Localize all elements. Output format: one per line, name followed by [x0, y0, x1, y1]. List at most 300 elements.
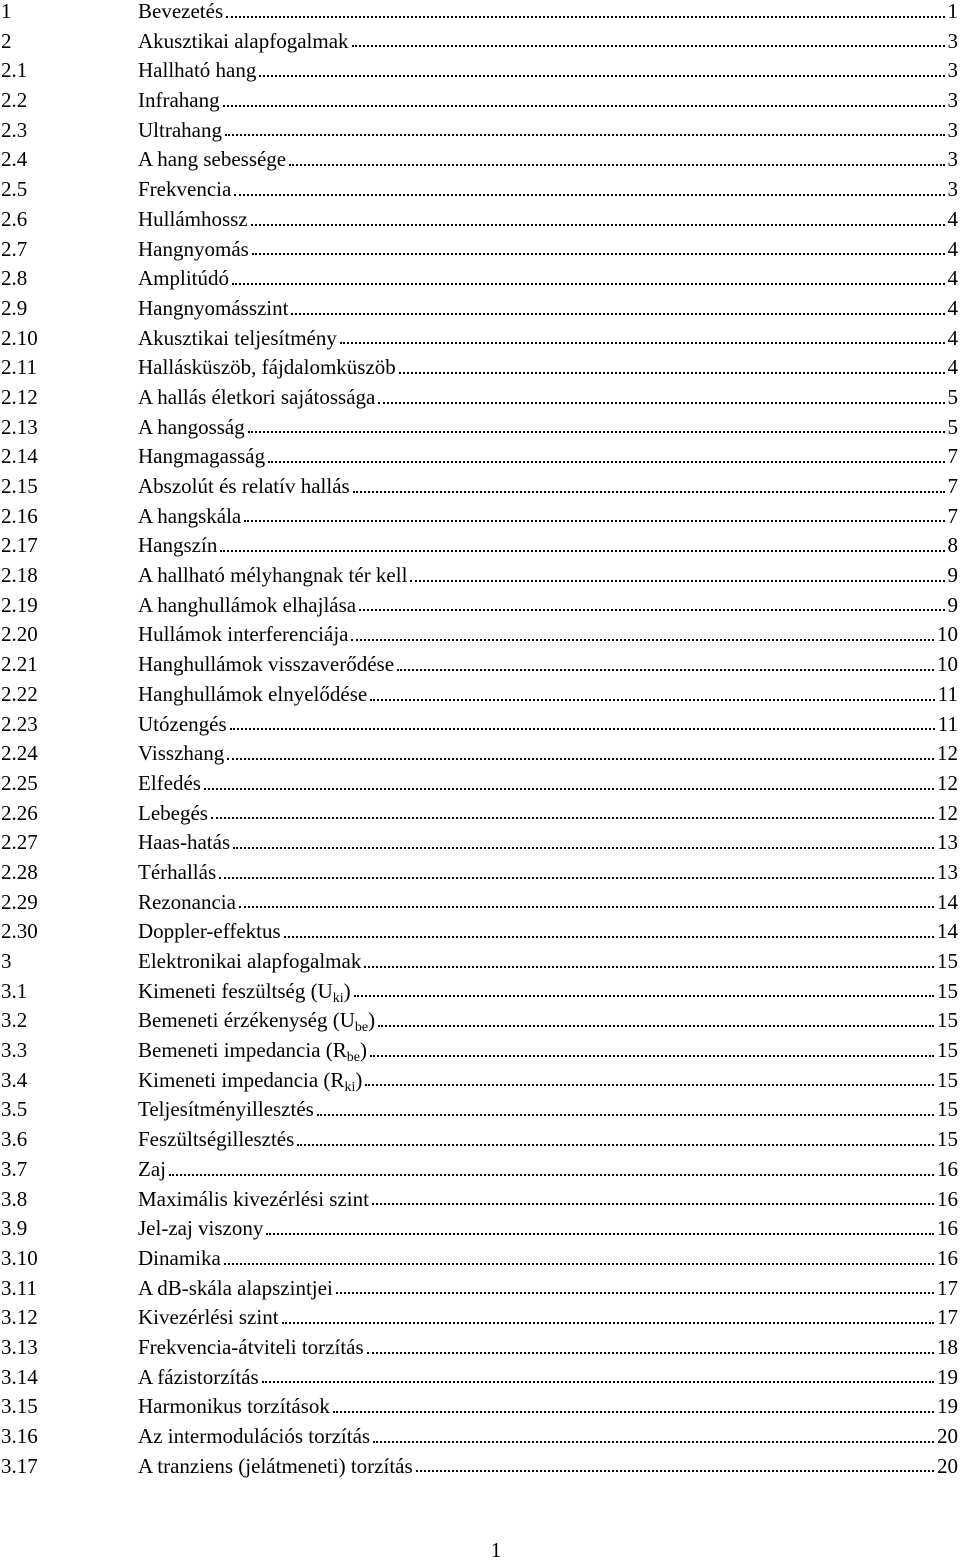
toc-entry[interactable]: [0, 1452, 960, 1482]
toc-entry-title-text: Hangmagasság: [138, 444, 265, 468]
toc-entry-title-text: Kivezérlési szint: [138, 1305, 279, 1329]
toc-entry-title-text: Az intermodulációs torzítás: [138, 1424, 370, 1448]
toc-entry-title: [138, 1006, 375, 1036]
toc-leader-dots: [268, 461, 944, 463]
toc-entry-page: 4: [948, 205, 960, 235]
toc-leader-dots: [372, 1203, 934, 1205]
toc-entry-title-text: Elfedés: [138, 771, 201, 795]
toc-leader-dots: [317, 1114, 934, 1116]
toc-entry-number: 3.17: [0, 1452, 138, 1482]
toc-entry[interactable]: [0, 799, 960, 829]
toc-entry[interactable]: [0, 442, 960, 472]
toc-entry-page: 20: [937, 1452, 960, 1482]
toc-entry-title: [138, 442, 265, 472]
toc-entry-number: 2.20: [0, 620, 138, 650]
toc-entry-title: [138, 1452, 413, 1482]
toc-entry-title-text: Abszolút és relatív hallás: [138, 474, 350, 498]
toc-entry-title-text: Amplitúdó: [138, 266, 229, 290]
toc-entry[interactable]: [0, 1392, 960, 1422]
toc-entry-page: 3: [948, 145, 960, 175]
toc-entry-title-text: Jel-zaj viszony: [138, 1216, 263, 1240]
toc-entry-title-text: Hangnyomásszint: [138, 296, 288, 320]
toc-entry-page: 4: [948, 353, 960, 383]
toc-leader-dots: [340, 342, 945, 344]
toc-entry-title-text: A hangosság: [138, 415, 245, 439]
toc-entry-title-text: Kimeneti impedancia (R: [138, 1068, 344, 1092]
toc-entry-page: 12: [937, 799, 960, 829]
toc-entry-title: [138, 1333, 364, 1363]
toc-entry-page: 3: [948, 116, 960, 146]
toc-entry-title-text: A hanghullámok elhajlása: [138, 593, 356, 617]
toc-entry[interactable]: [0, 947, 960, 977]
toc-entry-number: 2.27: [0, 828, 138, 858]
toc-entry[interactable]: [0, 680, 960, 710]
toc-entry-number: 2.1: [0, 56, 138, 86]
toc-leader-dots: [244, 520, 944, 522]
toc-entry-page: 8: [948, 531, 960, 561]
toc-entry-title: [138, 205, 248, 235]
toc-entry-title-text: Hangszín: [138, 533, 217, 557]
toc-entry-page: 3: [948, 27, 960, 57]
toc-entry-number: 2.9: [0, 294, 138, 324]
toc-leader-dots: [233, 847, 934, 849]
toc-entry-title: [138, 1125, 294, 1155]
toc-entry-title-text: Hanghullámok elnyelődése: [138, 682, 367, 706]
toc-entry-title: [138, 739, 224, 769]
toc-entry-title-text: Doppler-effektus: [138, 919, 281, 943]
toc-entry-title-text: Zaj: [138, 1157, 166, 1181]
toc-entry-page: 16: [937, 1244, 960, 1274]
toc-entry-subscript: ki: [333, 991, 344, 1006]
toc-leader-dots: [353, 491, 945, 493]
toc-entry-page: 14: [937, 917, 960, 947]
toc-entry[interactable]: [0, 1303, 960, 1333]
toc-entry[interactable]: [0, 531, 960, 561]
toc-entry[interactable]: [0, 1244, 960, 1274]
toc-entry[interactable]: [0, 502, 960, 532]
toc-entry-subscript: be: [347, 1050, 360, 1065]
toc-entry[interactable]: [0, 1214, 960, 1244]
toc-entry-title-text: A hallható mélyhangnak tér kell: [138, 563, 407, 587]
toc-leader-dots: [336, 1292, 934, 1294]
toc-entry[interactable]: [0, 977, 960, 1007]
toc-entry-number: 1: [0, 0, 138, 27]
toc-entry-title-text: Feszültségillesztés: [138, 1127, 294, 1151]
toc-leader-dots: [289, 164, 944, 166]
toc-entry[interactable]: [0, 1422, 960, 1452]
toc-entry-title: [138, 1303, 279, 1333]
toc-entry[interactable]: [0, 413, 960, 443]
toc-entry[interactable]: [0, 383, 960, 413]
toc-entry-subscript: be: [355, 1020, 368, 1035]
toc-entry-title: [138, 1155, 166, 1185]
toc-entry-title-text: Hullámok interferenciája: [138, 622, 348, 646]
toc-leader-dots: [370, 699, 935, 701]
toc-entry-number: 2.4: [0, 145, 138, 175]
toc-entry[interactable]: [0, 561, 960, 591]
toc-entry-title: [138, 1244, 221, 1274]
toc-entry-title: [138, 413, 245, 443]
toc-entry-page: 3: [948, 56, 960, 86]
toc-entry-page: 4: [948, 294, 960, 324]
toc-entry-number: 2.5: [0, 175, 138, 205]
toc-entry[interactable]: [0, 769, 960, 799]
toc-entry-number: 2: [0, 27, 138, 57]
toc-entry-page: 3: [948, 175, 960, 205]
toc-entry-page: 15: [937, 1125, 960, 1155]
toc-leader-dots: [225, 134, 945, 136]
toc-entry-page: 13: [937, 858, 960, 888]
toc-entry-title-text: Akusztikai teljesítmény: [138, 326, 337, 350]
toc-entry-page: 15: [937, 1036, 960, 1066]
toc-entry[interactable]: [0, 828, 960, 858]
toc-entry[interactable]: [0, 650, 960, 680]
toc-entry-title: [138, 1363, 259, 1393]
toc-entry-title: [138, 502, 241, 532]
toc-entry[interactable]: [0, 1333, 960, 1363]
toc-leader-dots: [370, 1055, 934, 1057]
toc-leader-dots: [399, 372, 945, 374]
toc-entry[interactable]: [0, 0, 960, 27]
toc-entry-number: 3.13: [0, 1333, 138, 1363]
toc-leader-dots: [227, 758, 934, 760]
toc-entry-number: 2.25: [0, 769, 138, 799]
toc-entry-title-text: Hallható hang: [138, 58, 256, 82]
toc-entry-page: 15: [937, 977, 960, 1007]
toc-entry-title: [138, 472, 350, 502]
toc-leader-dots: [282, 1322, 934, 1324]
toc-entry-page: 13: [937, 828, 960, 858]
toc-entry-page: 12: [937, 769, 960, 799]
toc-entry[interactable]: [0, 620, 960, 650]
toc-entry-title-text: Bevezetés: [138, 0, 223, 23]
toc-leader-dots: [232, 283, 944, 285]
toc-leader-dots: [397, 669, 934, 671]
toc-entry-title-text: Utózengés: [138, 712, 227, 736]
toc-entry[interactable]: [0, 353, 960, 383]
toc-entry-number: 3.8: [0, 1185, 138, 1215]
toc-entry-number: 2.29: [0, 888, 138, 918]
toc-entry-number: 2.8: [0, 264, 138, 294]
toc-entry-number: 2.14: [0, 442, 138, 472]
toc-entry-number: 3.9: [0, 1214, 138, 1244]
toc-entry-title-text: Frekvencia: [138, 177, 231, 201]
toc-entry-title: [138, 531, 217, 561]
toc-entry-title: [138, 591, 356, 621]
toc-entry-number: 2.28: [0, 858, 138, 888]
toc-entry-title: [138, 1392, 330, 1422]
toc-entry-number: 2.7: [0, 235, 138, 265]
toc-entry-page: 5: [948, 383, 960, 413]
toc-entry-page: 10: [937, 650, 960, 680]
toc-entry-page: 18: [937, 1333, 960, 1363]
toc-entry[interactable]: [0, 1066, 960, 1096]
toc-entry-title-text: Harmonikus torzítások: [138, 1394, 330, 1418]
toc-entry[interactable]: [0, 1125, 960, 1155]
toc-entry[interactable]: [0, 205, 960, 235]
toc-entry-title-text: Maximális kivezérlési szint: [138, 1187, 369, 1211]
toc-entry[interactable]: [0, 858, 960, 888]
toc-entry-page: 5: [948, 413, 960, 443]
toc-entry[interactable]: [0, 1363, 960, 1393]
toc-entry-number: 3.3: [0, 1036, 138, 1066]
toc-entry-title-text: A hallás életkori sajátossága: [138, 385, 375, 409]
toc-entry-title-text: Rezonancia: [138, 890, 236, 914]
toc-entry-title: [138, 561, 407, 591]
toc-entry-page: 11: [938, 710, 960, 740]
toc-entry-title: [138, 1185, 369, 1215]
toc-entry-page: 15: [937, 947, 960, 977]
toc-entry-title-text: Haas-hatás: [138, 830, 230, 854]
toc-entry[interactable]: [0, 472, 960, 502]
toc-entry-title-text: A dB-skála alapszintjei: [138, 1276, 333, 1300]
toc-entry-page: 15: [937, 1006, 960, 1036]
toc-entry-subscript: ki: [344, 1080, 355, 1095]
toc-entry[interactable]: [0, 1006, 960, 1036]
toc-entry[interactable]: [0, 56, 960, 86]
toc-entry-title: [138, 116, 222, 146]
toc-entry-number: 3.7: [0, 1155, 138, 1185]
toc-entry-title: [138, 769, 201, 799]
toc-entry-page: 12: [937, 739, 960, 769]
toc-entry-title-text: Infrahang: [138, 88, 220, 112]
toc-entry-title: [138, 145, 286, 175]
toc-leader-dots: [367, 1352, 934, 1354]
toc-leader-dots: [234, 194, 944, 196]
toc-entry-title-text: Frekvencia-átviteli torzítás: [138, 1335, 364, 1359]
toc-entry-title-suffix: ): [344, 979, 351, 1003]
toc-entry-page: 15: [937, 1066, 960, 1096]
toc-entry-title: [138, 294, 288, 324]
toc-entry-title: [138, 353, 396, 383]
toc-leader-dots: [252, 253, 945, 255]
toc-leader-dots: [297, 1144, 934, 1146]
toc-entry-number: 2.11: [0, 353, 138, 383]
toc-entry-number: 3.4: [0, 1066, 138, 1096]
toc-leader-dots: [259, 75, 944, 77]
toc-entry-number: 2.2: [0, 86, 138, 116]
toc-entry[interactable]: [0, 294, 960, 324]
toc-entry-title: [138, 27, 349, 57]
toc-leader-dots: [219, 877, 934, 879]
toc-entry-page: 16: [937, 1214, 960, 1244]
toc-entry[interactable]: [0, 27, 960, 57]
toc-entry-number: 3.1: [0, 977, 138, 1007]
toc-entry-page: 15: [937, 1095, 960, 1125]
toc-entry-number: 2.15: [0, 472, 138, 502]
toc-entry-title-text: A tranziens (jelátmeneti) torzítás: [138, 1454, 413, 1478]
toc-entry-number: 2.13: [0, 413, 138, 443]
toc-entry-title: [138, 828, 230, 858]
toc-entry-number: 2.6: [0, 205, 138, 235]
toc-leader-dots: [211, 817, 934, 819]
toc-entry-page: 11: [938, 680, 960, 710]
toc-entry-page: 4: [948, 235, 960, 265]
toc-entry-title-text: Kimeneti feszültség (U: [138, 979, 333, 1003]
toc-entry-number: 3.16: [0, 1422, 138, 1452]
toc-entry-page: 4: [948, 264, 960, 294]
toc-entry[interactable]: [0, 116, 960, 146]
toc-entry-title: [138, 383, 375, 413]
toc-leader-dots: [291, 313, 944, 315]
toc-leader-dots: [239, 906, 934, 908]
toc-entry-title-suffix: ): [360, 1038, 367, 1062]
toc-entry-title: [138, 324, 337, 354]
toc-entry-title-text: Bemeneti impedancia (R: [138, 1038, 347, 1062]
toc-entry[interactable]: [0, 86, 960, 116]
toc-entry-number: 2.19: [0, 591, 138, 621]
toc-entry[interactable]: [0, 1036, 960, 1066]
toc-leader-dots: [365, 1084, 934, 1086]
toc-entry-number: 2.17: [0, 531, 138, 561]
toc-entry-title: [138, 888, 236, 918]
toc-entry-page: 14: [937, 888, 960, 918]
toc-entry-title-text: Hullámhossz: [138, 207, 248, 231]
toc-entry-page: 1: [948, 0, 960, 27]
toc-entry[interactable]: [0, 1185, 960, 1215]
toc-entry-title: [138, 264, 229, 294]
toc-entry-page: 19: [937, 1363, 960, 1393]
toc-entry-title-text: Hallásküszöb, fájdalomküszöb: [138, 355, 396, 379]
toc-leader-dots: [416, 1470, 934, 1472]
toc-entry-number: 2.16: [0, 502, 138, 532]
toc-entry-title: [138, 56, 256, 86]
toc-entry-title: [138, 620, 348, 650]
toc-entry-page: 9: [948, 591, 960, 621]
toc-leader-dots: [410, 580, 944, 582]
toc-entry-page: 7: [948, 472, 960, 502]
toc-entry-title-text: Akusztikai alapfogalmak: [138, 29, 349, 53]
toc-entry-number: 2.30: [0, 917, 138, 947]
toc-entry-title-text: Térhallás: [138, 860, 216, 884]
toc-leader-dots: [169, 1174, 934, 1176]
toc-entry-number: 2.22: [0, 680, 138, 710]
toc-entry-title-text: Ultrahang: [138, 118, 222, 142]
toc-entry-title: [138, 1274, 333, 1304]
toc-leader-dots: [230, 728, 935, 730]
toc-leader-dots: [364, 966, 934, 968]
toc-entry-title-text: Lebegés: [138, 801, 208, 825]
toc-leader-dots: [378, 1025, 934, 1027]
toc-entry-number: 2.21: [0, 650, 138, 680]
toc-leader-dots: [266, 1233, 934, 1235]
toc-entry-title: [138, 1422, 370, 1452]
toc-entry-number: 3: [0, 947, 138, 977]
toc-entry-page: 17: [937, 1303, 960, 1333]
toc-entry[interactable]: [0, 739, 960, 769]
toc-entry-title: [138, 1066, 362, 1096]
page-number: 1: [0, 1538, 960, 1562]
toc-entry-title-text: Dinamika: [138, 1246, 221, 1270]
toc-entry-number: 3.14: [0, 1363, 138, 1393]
toc-entry[interactable]: [0, 145, 960, 175]
toc-entry-title: [138, 977, 351, 1007]
toc-entry-page: 10: [937, 620, 960, 650]
toc-entry-number: 3.5: [0, 1095, 138, 1125]
toc-entry-page: 3: [948, 86, 960, 116]
toc-entry[interactable]: [0, 175, 960, 205]
toc-entry[interactable]: [0, 1095, 960, 1125]
toc-entry-title-text: A hangskála: [138, 504, 241, 528]
toc-leader-dots: [333, 1411, 934, 1413]
toc-entry-title-text: Hanghullámok visszaverődése: [138, 652, 394, 676]
toc-entry-title: [138, 0, 223, 27]
toc-entry[interactable]: [0, 591, 960, 621]
toc-entry-page: 9: [948, 561, 960, 591]
toc-entry[interactable]: [0, 710, 960, 740]
toc-leader-dots: [352, 45, 945, 47]
toc-entry[interactable]: [0, 888, 960, 918]
toc-entry-title: [138, 650, 394, 680]
toc-entry-title: [138, 710, 227, 740]
toc-leader-dots: [373, 1441, 934, 1443]
toc-leader-dots: [251, 224, 945, 226]
toc-leader-dots: [224, 1263, 934, 1265]
toc-entry[interactable]: [0, 264, 960, 294]
toc-entry-title: [138, 917, 281, 947]
toc-entry[interactable]: [0, 324, 960, 354]
toc-entry-title-suffix: ): [355, 1068, 362, 1092]
toc-entry-title: [138, 799, 208, 829]
toc-entry[interactable]: [0, 1274, 960, 1304]
toc-leader-dots: [220, 550, 944, 552]
toc-leader-dots: [262, 1381, 934, 1383]
toc-entry-title-text: A hang sebessége: [138, 147, 286, 171]
toc-leader-dots: [226, 16, 944, 18]
toc-entry-number: 2.10: [0, 324, 138, 354]
toc-entry-title-suffix: ): [368, 1008, 375, 1032]
toc-entry-number: 2.24: [0, 739, 138, 769]
toc-entry-number: 3.10: [0, 1244, 138, 1274]
toc-entry-title-text: A fázistorzítás: [138, 1365, 259, 1389]
toc-entry[interactable]: [0, 235, 960, 265]
toc-entry[interactable]: [0, 1155, 960, 1185]
toc-entry-number: 3.15: [0, 1392, 138, 1422]
toc-entry-number: 2.26: [0, 799, 138, 829]
toc-entry-title-text: Elektronikai alapfogalmak: [138, 949, 361, 973]
toc-entry-title: [138, 1214, 263, 1244]
toc-entry-number: 2.12: [0, 383, 138, 413]
toc-entry-page: 7: [948, 442, 960, 472]
toc-entry-title-text: Visszhang: [138, 741, 224, 765]
toc-entry[interactable]: [0, 917, 960, 947]
toc-entry-page: 16: [937, 1185, 960, 1215]
toc-entry-page: 16: [937, 1155, 960, 1185]
toc-entry-page: 7: [948, 502, 960, 532]
toc-leader-dots: [378, 402, 944, 404]
toc-leader-dots: [248, 431, 945, 433]
toc-entry-title: [138, 858, 216, 888]
toc-leader-dots: [223, 105, 945, 107]
toc-leader-dots: [351, 639, 934, 641]
toc-entry-page: 17: [937, 1274, 960, 1304]
toc-leader-dots: [204, 788, 934, 790]
toc-entry-number: 3.2: [0, 1006, 138, 1036]
toc-entry-title: [138, 680, 367, 710]
toc-entry-number: 2.18: [0, 561, 138, 591]
toc-entry-page: 20: [937, 1422, 960, 1452]
toc-entry-title: [138, 86, 220, 116]
toc-entry-title-text: Bemeneti érzékenység (U: [138, 1008, 355, 1032]
toc-leader-dots: [359, 609, 944, 611]
toc-entry-number: 2.23: [0, 710, 138, 740]
toc-leader-dots: [284, 936, 934, 938]
toc-entry-title-text: Hangnyomás: [138, 237, 249, 261]
toc-leader-dots: [354, 995, 934, 997]
toc-entry-title: [138, 1036, 367, 1066]
toc-entry-number: 3.6: [0, 1125, 138, 1155]
toc-entry-title: [138, 1095, 314, 1125]
